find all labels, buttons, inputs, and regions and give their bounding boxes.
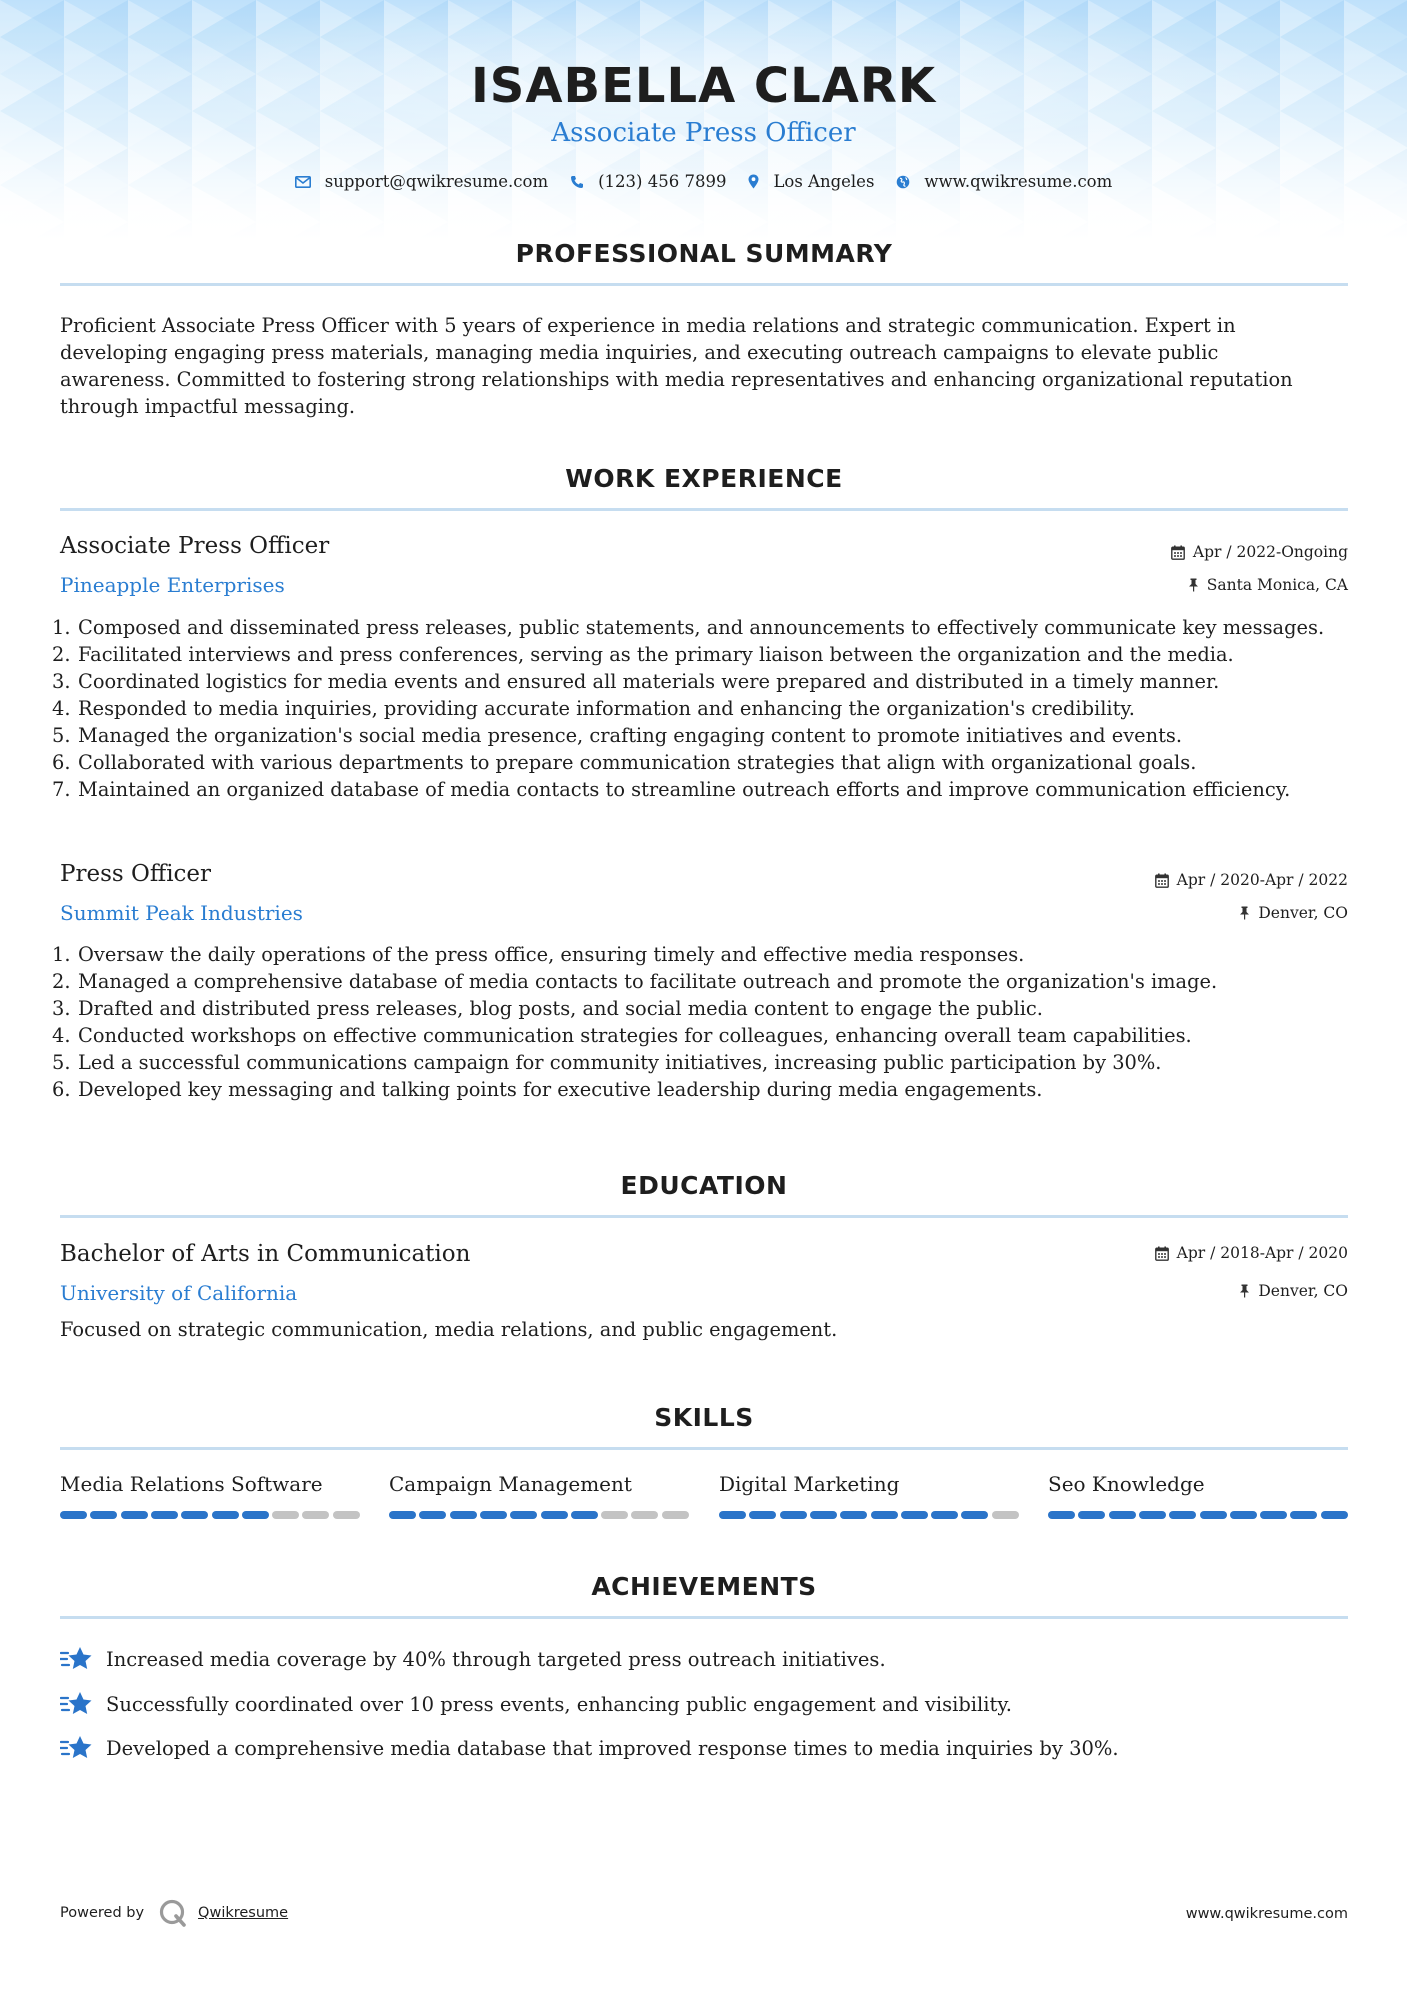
list-item: 1. Composed and disseminated press releases, public statements, and announcements to effectively communicate key messages. <box>52 616 1325 639</box>
degree-title: Bachelor of Arts in Communication <box>60 1241 471 1267</box>
globe-icon <box>896 175 910 189</box>
list-item: 5. Managed the organization's social media presence, crafting engaging content to promote initiatives and events. <box>52 724 1183 747</box>
skill-name: Digital Marketing <box>719 1472 900 1496</box>
skill-segment-filled <box>1230 1511 1257 1519</box>
skill-segment-filled <box>931 1511 958 1519</box>
achievements-divider <box>60 1616 1348 1619</box>
list-item: 6. Collaborated with various departments to prepare communication strategies that align with organizational goals. <box>52 751 1197 774</box>
contact-bar <box>0 172 1407 191</box>
contact-website-text: www.qwikresume.com <box>924 172 1113 191</box>
education-heading: EDUCATION <box>620 1171 788 1200</box>
skill-segment-filled <box>1321 1511 1348 1519</box>
skill-segment-filled <box>90 1511 117 1519</box>
job-duties-list <box>52 941 1350 1103</box>
achievement-item: Developed a comprehensive media database that improved response times to media inquiries by 30%. <box>60 1734 1350 1762</box>
contact-email[interactable] <box>295 172 548 191</box>
skill-level-bar <box>1048 1511 1348 1519</box>
list-item: 3. Drafted and distributed press releases, blog posts, and social media content to engage the public. <box>52 997 1043 1020</box>
skills-grid <box>60 1472 1348 1522</box>
list-item: 4. Responded to media inquiries, providing accurate information and enhancing the organization's credibility. <box>52 697 1135 720</box>
job-duties-list <box>52 614 1350 803</box>
skill-segment-filled <box>1078 1511 1105 1519</box>
skill-segment-filled <box>181 1511 208 1519</box>
skill-segment-filled <box>810 1511 837 1519</box>
skill-segment-filled <box>480 1511 507 1519</box>
education-divider <box>60 1215 1348 1218</box>
calendar-icon <box>1171 545 1185 560</box>
envelope-icon <box>295 176 311 188</box>
pushpin-icon <box>1239 906 1250 920</box>
star-icon <box>60 1645 94 1673</box>
skill-item <box>389 1472 689 1496</box>
skill-segment-filled <box>749 1511 776 1519</box>
calendar-icon <box>1155 1246 1169 1261</box>
job-dates: Apr / 2022-Ongoing <box>1171 543 1348 561</box>
skill-segment-filled <box>1109 1511 1136 1519</box>
achievement-item: Successfully coordinated over 10 press events, enhancing public engagement and visibility. <box>60 1690 1350 1718</box>
achievement-item: Increased media coverage by 40% through targeted press outreach initiatives. <box>60 1645 1350 1673</box>
skill-segment-filled <box>961 1511 988 1519</box>
skill-level-bar <box>389 1511 689 1519</box>
skill-segment-filled <box>510 1511 537 1519</box>
list-item: 7. Maintained an organized database of media contacts to streamline outreach efforts and improve communication efficiency. <box>52 778 1291 801</box>
calendar-icon <box>1155 873 1169 888</box>
list-item: 3. Coordinated logistics for media events and ensured all materials were prepared and distributed in a timely manner. <box>52 670 1220 693</box>
qwikresume-logo-icon <box>158 1898 188 1928</box>
skill-segment-filled <box>1290 1511 1317 1519</box>
job-location: Denver, CO <box>1239 904 1348 922</box>
skill-segment-filled <box>121 1511 148 1519</box>
achievements-heading: ACHIEVEMENTS <box>591 1572 817 1601</box>
skill-segment-filled <box>389 1511 416 1519</box>
skill-segment-filled <box>1200 1511 1227 1519</box>
skill-segment-empty <box>302 1511 329 1519</box>
skill-segment-filled <box>151 1511 178 1519</box>
skill-segment-filled <box>901 1511 928 1519</box>
resume-header <box>0 0 1407 240</box>
contact-email-text: support@qwikresume.com <box>324 172 549 191</box>
contact-phone-text: (123) 456 7899 <box>598 172 727 191</box>
list-item: 4. Conducted workshops on effective communication strategies for colleagues, enhancing overall team capabilities. <box>52 1024 1192 1047</box>
list-item: 2. Facilitated interviews and press conferences, serving as the primary liaison between the organization and the media. <box>52 643 1234 666</box>
list-item: 1. Oversaw the daily operations of the press office, ensuring timely and effective media responses. <box>52 943 1025 966</box>
skill-name: Seo Knowledge <box>1048 1472 1205 1496</box>
skill-item <box>60 1472 360 1496</box>
skill-segment-filled <box>571 1511 598 1519</box>
contact-location <box>748 172 874 191</box>
summary-line: developing engaging press materials, managing media inquiries, and executing outreach campaigns to elevate public <box>60 341 1219 364</box>
contact-website[interactable] <box>896 172 1112 191</box>
star-icon <box>60 1734 94 1762</box>
company-name: Summit Peak Industries <box>60 901 303 925</box>
skill-segment-filled <box>780 1511 807 1519</box>
skill-segment-filled <box>1048 1511 1075 1519</box>
skill-level-bar <box>60 1511 360 1519</box>
footer-url[interactable]: www.qwikresume.com <box>1185 1906 1348 1922</box>
contact-phone[interactable] <box>570 172 726 191</box>
skill-segment-filled <box>60 1511 87 1519</box>
skill-segment-empty <box>631 1511 658 1519</box>
map-pin-icon <box>748 174 759 189</box>
skill-item <box>1048 1472 1348 1496</box>
skill-segment-filled <box>450 1511 477 1519</box>
skill-segment-filled <box>719 1511 746 1519</box>
education-description: Focused on strategic communication, media relations, and public engagement. <box>60 1318 838 1341</box>
company-name: Pineapple Enterprises <box>60 573 285 597</box>
skill-segment-empty <box>662 1511 689 1519</box>
experience-divider <box>60 508 1348 511</box>
skill-segment-filled <box>840 1511 867 1519</box>
contact-location-text: Los Angeles <box>773 172 875 191</box>
school-name: University of California <box>60 1281 298 1305</box>
skills-heading: SKILLS <box>654 1403 754 1432</box>
summary-line: awareness. Committed to fostering strong relationships with media representatives and enhancing organizational reputation <box>60 368 1293 391</box>
skill-item <box>719 1472 1019 1496</box>
skill-name: Campaign Management <box>389 1472 632 1496</box>
summary-divider <box>60 283 1348 286</box>
skill-segment-empty <box>333 1511 360 1519</box>
education-dates: Apr / 2018-Apr / 2020 <box>1155 1244 1348 1262</box>
skill-segment-filled <box>419 1511 446 1519</box>
list-item: 6. Developed key messaging and talking points for executive leadership during media engagements. <box>52 1078 1043 1101</box>
experience-heading: WORK EXPERIENCE <box>565 464 843 493</box>
candidate-name: ISABELLA CLARK <box>470 58 937 114</box>
skill-segment-empty <box>992 1511 1019 1519</box>
footer-powered-by <box>60 1898 288 1928</box>
skill-name: Media Relations Software <box>60 1472 323 1496</box>
job-dates: Apr / 2020-Apr / 2022 <box>1155 871 1348 889</box>
skill-segment-filled <box>871 1511 898 1519</box>
star-icon <box>60 1690 94 1718</box>
pushpin-icon <box>1239 1284 1250 1298</box>
skill-level-bar <box>719 1511 1019 1519</box>
job-location: Santa Monica, CA <box>1188 576 1348 594</box>
job-title: Associate Press Officer <box>60 533 330 559</box>
skill-segment-filled <box>1139 1511 1166 1519</box>
skill-segment-filled <box>212 1511 239 1519</box>
skill-segment-empty <box>272 1511 299 1519</box>
qwikresume-link[interactable]: Qwikresume <box>198 1905 289 1921</box>
list-item: 2. Managed a comprehensive database of media contacts to facilitate outreach and promote the organization's image. <box>52 970 1218 993</box>
job-title: Press Officer <box>60 861 212 887</box>
skill-segment-filled <box>242 1511 269 1519</box>
skill-segment-filled <box>1169 1511 1196 1519</box>
powered-by-label: Powered by <box>60 1905 145 1921</box>
candidate-title: Associate Press Officer <box>551 118 856 148</box>
skills-divider <box>60 1447 1348 1450</box>
pushpin-icon <box>1188 578 1199 592</box>
education-location: Denver, CO <box>1239 1282 1348 1300</box>
summary-text <box>60 312 1350 420</box>
phone-icon <box>570 175 584 189</box>
summary-heading: PROFESSIONAL SUMMARY <box>515 239 893 268</box>
summary-line: Proficient Associate Press Officer with 5 years of experience in media relations and strategic communication. Expert in <box>60 314 1236 337</box>
list-item: 5. Led a successful communications campaign for community initiatives, increasing public participation by 30%. <box>52 1051 1162 1074</box>
skill-segment-empty <box>601 1511 628 1519</box>
summary-line: through impactful messaging. <box>60 395 356 418</box>
skill-segment-filled <box>541 1511 568 1519</box>
skill-segment-filled <box>1260 1511 1287 1519</box>
